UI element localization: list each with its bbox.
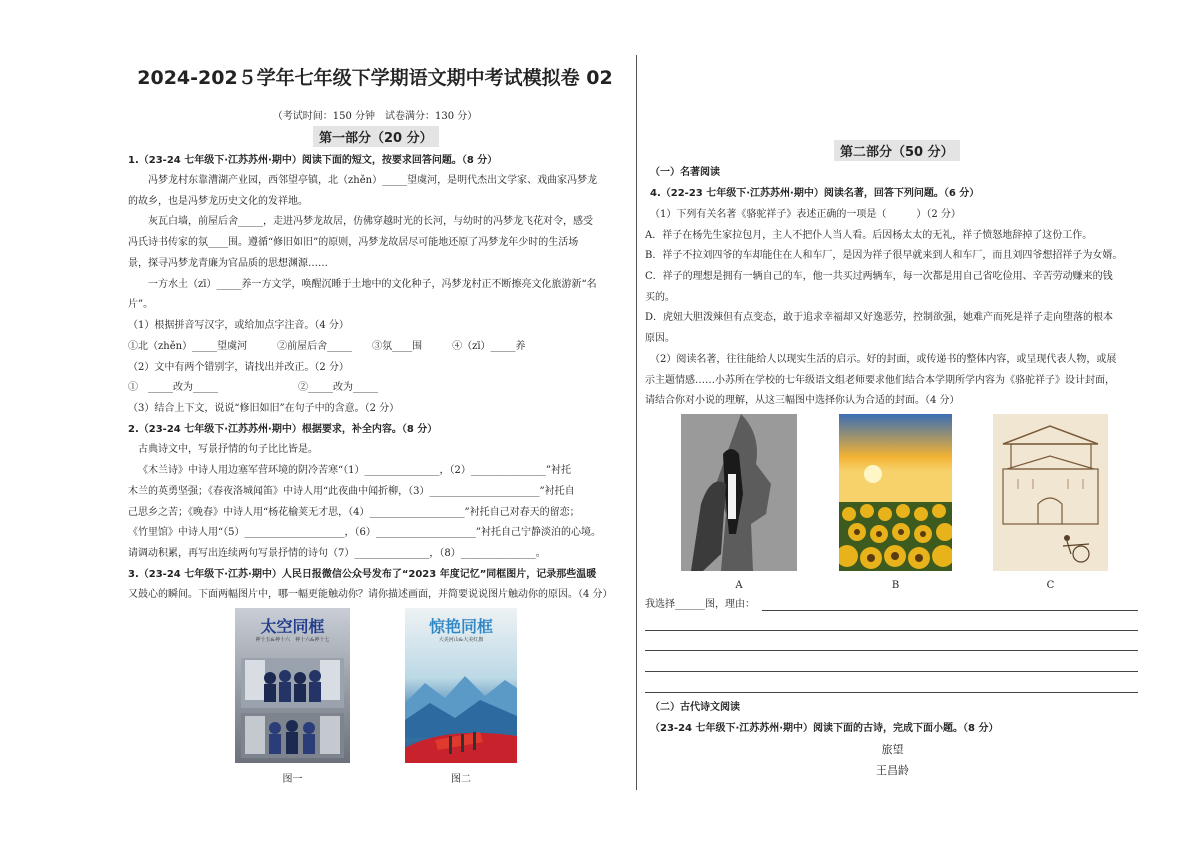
q1-para1-line2: 的故乡，也是冯梦龙历史文化的发祥地。 [128, 196, 308, 207]
q1-para2-line3: 景，探寻冯梦龙青廉为官品质的思想渊源…… [128, 258, 328, 269]
q2-heading: 2.（23-24 七年级下·江苏苏州·期中）根据要求，补全内容。（8 分） [128, 424, 438, 435]
q2-line5: 请调动积累，再写出连续两句写景抒情的诗句（7）_______________，（8）_______________。 [128, 548, 546, 559]
cover-c-label: C [1046, 580, 1055, 591]
q2-intro: 古典诗文中，写景抒情的句子比比皆是。 [138, 444, 318, 455]
city-gate-sketch [993, 414, 1108, 571]
q2-line4: 《竹里馆》中诗人用“（5）____________________，（6）____________________”衬托自己宁静淡泊的心境。 [128, 527, 601, 538]
part2-sub2: （二）古代诗文阅读 [650, 702, 740, 713]
q4-sub2-line1: （2）阅读名著，往往能给人以现实生活的启示。好的封面，或传递书的整体内容，或呈现代表人物，或展 [650, 354, 1117, 365]
q4-option-d-line1: D．虎妞大胆泼辣但有点变态，敢于追求幸福却又好逸恶劳，控制欲强，她难产而死是祥子走向堕落的根本 [645, 312, 1114, 323]
sunflower-field-illustration [839, 414, 952, 571]
q4-heading: 4.（22-23 七年级下·江苏苏州·期中）阅读名著，回答下列问题。（6 分） [650, 188, 980, 199]
astronauts-illustration [235, 608, 350, 763]
q4-option-a: A．祥子在杨先生家拉包月，主人不把仆人当人看。后因杨太太的无礼，祥子愤怒地辞掉了这份工作。 [645, 230, 1093, 241]
column-divider [636, 55, 637, 790]
q1-sub2-options: ① _____改为_____ ②_____改为_____ [128, 382, 378, 393]
exam-title: 2024-202５学年七年级下学期语文期中考试模拟卷 02 [137, 67, 613, 89]
q1-heading: 1.（23-24 七年级下·江苏苏州·期中）阅读下面的短文，按要求回答问题。（8 分） [128, 155, 498, 166]
q4-option-c-line1: C．祥子的理想是拥有一辆自己的车，他一共买过两辆车，每一次都是用自己省吃俭用、辛苦劳动赚来的钱 [645, 271, 1113, 282]
figure-2-caption: 图二 [451, 774, 471, 785]
q3-heading-line2: 又鼓心的瞬间。下面两幅图片中，哪一幅更能触动你？请你描述画面，并简要说说图片触动你的原因。（4 分） [128, 589, 613, 600]
part2-sub1: （一）名著阅读 [650, 167, 720, 178]
cover-a-label: A [735, 580, 743, 591]
q4-sub1: （1）下列有关名著《骆驼祥子》表述正确的一项是（ ）（2 分） [650, 209, 961, 220]
figure-1-caption: 图一 [282, 774, 303, 785]
q1-para2-line2: 冯氏诗书传家的氛____围。遵循“修旧如旧”的原则，冯梦龙故居尽可能地还原了冯梦龙年少时的生活场 [128, 237, 579, 248]
figure-2-landscape-photo [405, 608, 517, 763]
q4-sub2-line2: 示主题情感……小苏所在学校的七年级语文组老师要求他们结合本学期所学内容为《骆驼祥子》设计封面， [645, 375, 1115, 386]
q4-option-c-line2: 买的。 [645, 292, 675, 303]
figure-1-title: 太空同框 [260, 617, 325, 636]
answer-line-4[interactable] [645, 671, 1138, 672]
cover-b-label: B [891, 580, 900, 591]
choose-prompt: 我选择______图，理由： [645, 599, 755, 610]
figure-2-title: 惊艳同框 [428, 617, 493, 636]
figure-1-space-photo [235, 608, 350, 763]
cover-option-a-image [681, 414, 797, 571]
cover-option-c-image [993, 414, 1108, 571]
q1-sub2: （2）文中有两个错别字，请找出并改正。（2 分） [128, 362, 349, 373]
answer-line-3[interactable] [645, 650, 1138, 651]
q1-para3-line2: 片”。 [128, 299, 154, 310]
answer-line-2[interactable] [645, 630, 1138, 631]
q4-option-d-line2: 原因。 [645, 333, 675, 344]
q3-heading-line1: 3.（23-24 七年级下·江苏·期中）人民日报微信公众号发布了“2023 年度记忆”同框图片，记录那些温暖 [128, 569, 597, 580]
poem-author: 王昌龄 [876, 764, 909, 777]
exam-subtitle: （考试时间：150 分钟 试卷满分：130 分） [272, 111, 478, 122]
answer-line-1[interactable] [762, 610, 1138, 611]
q4-sub2-line3: 请结合你对小说的理解，从这三幅图中选择你认为合适的封面。（4 分） [645, 395, 960, 406]
q2-line3: 己思乡之苦；《晚春》中诗人用“杨花榆荚无才思，（4）___________________”衬托自己对春天的留恋； [128, 507, 580, 518]
q1-sub3: （3）结合上下文，说说“修旧如旧”在句子中的含意。（2 分） [128, 403, 400, 414]
q5-heading: （23-24 七年级下·江苏苏州·期中）阅读下面的古诗，完成下面小题。（8 分） [650, 723, 999, 734]
figure-2-subtitle: 大美河山&大美红旗 [438, 637, 484, 643]
q2-line1: 《木兰诗》中诗人用边塞军营环境的阴冷苦寒“（1）_______________，（2）_______________”衬托 [138, 465, 571, 476]
q1-sub1-options: ①北（zhěn）_____望虞河 ②前屋后舍_____ ③氛____围 ④（zī）_____养 [128, 341, 526, 352]
part1-heading: 第一部分（20 分） [313, 126, 439, 147]
rickshaw-puller-silhouette [681, 414, 797, 571]
q4-option-b: B．祥子不拉刘四爷的车却能住在人和车厂，是因为祥子很早就来到人和车厂，而且刘四爷想招祥子为女婿。 [645, 250, 1123, 261]
part2-heading: 第二部分（50 分） [834, 140, 960, 161]
figure-1-subtitle: 神十五&神十六 神十六&神十七 [255, 637, 330, 643]
mountains-flag-illustration [405, 608, 517, 763]
poem-title: 旅望 [881, 743, 904, 756]
q1-para3-line1: 一方水土（zī）_____养一方文学，唤醒沉睡于土地中的文化种子，冯梦龙村正不断擦亮文化旅游新“名 [148, 279, 597, 290]
q1-para2-line1: 灰瓦白墙，前屋后舍_____，走进冯梦龙故居，仿佛穿越时光的长河，与幼时的冯梦龙飞花对令，感受 [148, 216, 593, 227]
q2-line2: 木兰的英勇坚强；《春夜洛城闻笛》中诗人用“此夜曲中闻折柳，（3）______________________”衬托自 [128, 486, 575, 497]
q1-sub1: （1）根据拼音写汉字，或给加点字注音。（4 分） [128, 320, 349, 331]
cover-option-b-image [839, 414, 952, 571]
answer-line-5[interactable] [645, 692, 1138, 693]
q1-para1-line1: 冯梦龙村东靠漕湖产业园，西邻望亭镇，北（zhěn）_____望虞河，是明代杰出文学家、戏曲家冯梦龙 [148, 175, 598, 186]
